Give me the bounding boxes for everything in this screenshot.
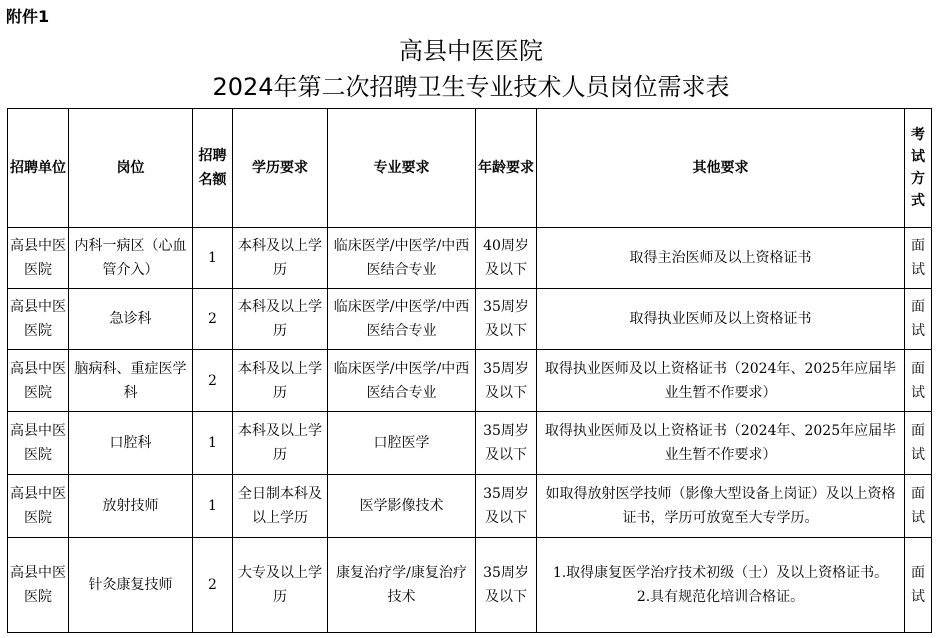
- recruitment-table: [7, 108, 932, 633]
- cell-position: 针灸康复技师: [69, 538, 193, 633]
- cell-unit: 高县中医医院: [8, 228, 69, 289]
- header-education: 学历要求: [233, 109, 328, 228]
- document-subtitle: 2024年第二次招聘卫生专业技术人员岗位需求表: [212, 73, 730, 101]
- table-row: [8, 538, 932, 633]
- table-row: [8, 289, 932, 350]
- header-age: 年龄要求: [476, 109, 537, 228]
- cell-count: 1: [193, 475, 233, 538]
- cell-major: 临床医学/中医学/中西医结合专业: [328, 289, 476, 350]
- header-major: 专业要求: [328, 109, 476, 228]
- cell-other: 取得执业医师及以上资格证书: [537, 289, 905, 350]
- cell-unit: 高县中医医院: [8, 289, 69, 350]
- cell-education: 本科及以上学历: [233, 228, 328, 289]
- cell-exam: 面试: [905, 350, 932, 412]
- document-title: 高县中医医院: [399, 37, 543, 65]
- header-row: [8, 109, 932, 228]
- cell-exam: 面试: [905, 228, 932, 289]
- cell-count: 2: [193, 538, 233, 633]
- cell-other: 取得执业医师及以上资格证书（2024年、2025年应届毕业生暂不作要求）: [537, 350, 905, 412]
- cell-age: 35周岁及以下: [476, 289, 537, 350]
- cell-age: 35周岁及以下: [476, 538, 537, 633]
- cell-exam: 面试: [905, 538, 932, 633]
- header-count: 招聘名额: [193, 109, 233, 228]
- header-exam: 考 试 方 式: [905, 109, 932, 228]
- table-row: [8, 350, 932, 412]
- cell-position: 口腔科: [69, 412, 193, 475]
- table-row: [8, 228, 932, 289]
- cell-age: 35周岁及以下: [476, 412, 537, 475]
- cell-position: 放射技师: [69, 475, 193, 538]
- other-requirement-line: 2.具有规范化培训合格证。: [636, 589, 805, 605]
- attachment-label: 附件1: [6, 7, 50, 26]
- cell-unit: 高县中医医院: [8, 350, 69, 412]
- cell-count: 2: [193, 350, 233, 412]
- cell-count: 1: [193, 412, 233, 475]
- cell-exam: 面试: [905, 289, 932, 350]
- cell-education: 本科及以上学历: [233, 350, 328, 412]
- table-row: [8, 412, 932, 475]
- cell-major: 临床医学/中医学/中西医结合专业: [328, 350, 476, 412]
- cell-education: 本科及以上学历: [233, 412, 328, 475]
- cell-age: 35周岁及以下: [476, 475, 537, 538]
- cell-exam: 面试: [905, 475, 932, 538]
- header-unit: 招聘单位: [8, 109, 69, 228]
- cell-education: 本科及以上学历: [233, 289, 328, 350]
- cell-education: 大专及以上学历: [233, 538, 328, 633]
- cell-unit: 高县中医医院: [8, 475, 69, 538]
- cell-unit: 高县中医医院: [8, 538, 69, 633]
- header-position: 岗位: [69, 109, 193, 228]
- cell-age: 40周岁及以下: [476, 228, 537, 289]
- cell-count: 2: [193, 289, 233, 350]
- cell-position: 脑病科、重症医学科: [69, 350, 193, 412]
- header-other: 其他要求: [537, 109, 905, 228]
- cell-count: 1: [193, 228, 233, 289]
- cell-other: 取得执业医师及以上资格证书（2024年、2025年应届毕业生暂不作要求）: [537, 412, 905, 475]
- cell-exam: 面试: [905, 412, 932, 475]
- other-requirement-line: 1.取得康复医学治疗技术初级（士）及以上资格证书。: [552, 565, 889, 581]
- cell-major: 口腔医学: [328, 412, 476, 475]
- cell-age: 35周岁及以下: [476, 350, 537, 412]
- cell-education: 全日制本科及以上学历: [233, 475, 328, 538]
- cell-position: 内科一病区（心血管介入）: [69, 228, 193, 289]
- cell-other: [537, 538, 905, 633]
- cell-position: 急诊科: [69, 289, 193, 350]
- table-row: [8, 475, 932, 538]
- cell-other: 如取得放射医学技师（影像大型设备上岗证）及以上资格证书，学历可放宽至大专学历。: [537, 475, 905, 538]
- cell-major: 临床医学/中医学/中西医结合专业: [328, 228, 476, 289]
- cell-major: 康复治疗学/康复治疗技术: [328, 538, 476, 633]
- cell-unit: 高县中医医院: [8, 412, 69, 475]
- cell-other: 取得主治医师及以上资格证书: [537, 228, 905, 289]
- cell-major: 医学影像技术: [328, 475, 476, 538]
